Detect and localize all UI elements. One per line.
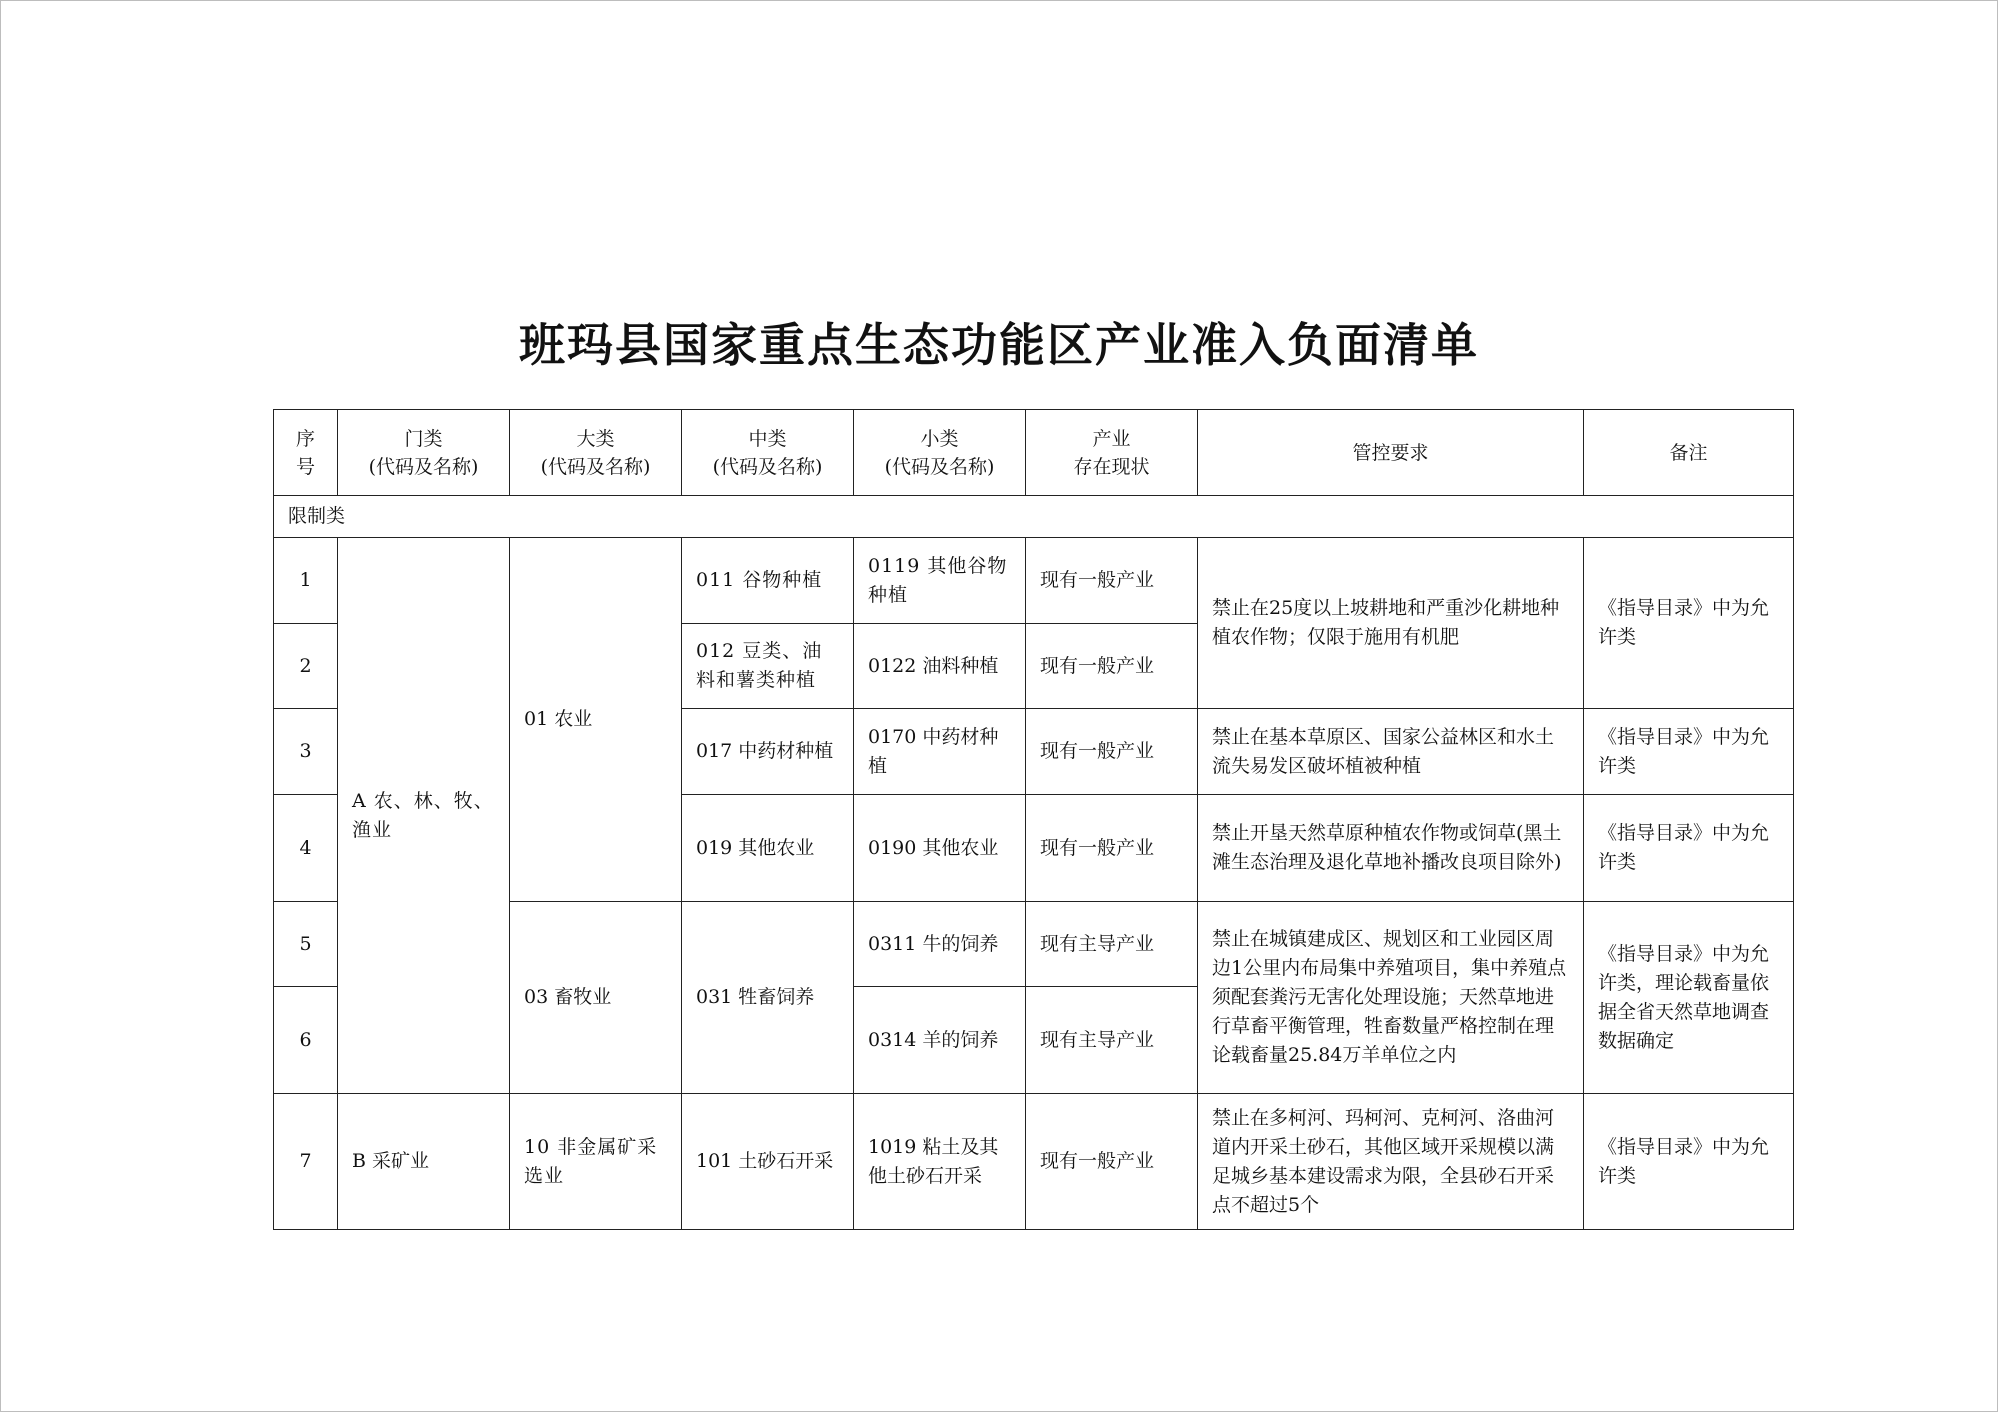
row-status: 现有一般产业 [1026, 624, 1198, 709]
row-xiao: 0122 油料种植 [854, 624, 1026, 709]
row-seq: 2 [274, 624, 338, 709]
note-cell-5-6: 《指导目录》中为允许类，理论载畜量依据全省天然草地调查数据确定 [1584, 902, 1794, 1094]
da-03-cell: 03 畜牧业 [510, 902, 682, 1094]
men-a-cell: A 农、林、牧、渔业 [338, 538, 510, 1094]
zhong-017-cell: 017 中药材种植 [682, 709, 854, 795]
negative-list-table [273, 409, 1794, 1230]
row-seq: 6 [274, 987, 338, 1094]
header-xiao-label: 小类 [920, 427, 959, 450]
category-row [274, 496, 1794, 538]
row-status: 现有主导产业 [1026, 987, 1198, 1094]
row-xiao: 0311 牛的饲养 [854, 902, 1026, 987]
row-xiao: 1019 粘土及其他土砂石开采 [854, 1094, 1026, 1230]
page-title: 班玛县国家重点生态功能区产业准入负面清单 [519, 318, 1479, 372]
row-status: 现有一般产业 [1026, 795, 1198, 902]
control-cell-5-6: 禁止在城镇建成区、规划区和工业园区周边1公里内布局集中养殖项目，集中养殖点须配套粪污无害化处理设施；天然草地进行草畜平衡管理，牲畜数量严格控制在理论载畜量25.84万羊单位之内 [1198, 902, 1584, 1094]
header-status [1026, 410, 1198, 496]
note-cell-3: 《指导目录》中为允许类 [1584, 709, 1794, 795]
zhong-031-cell: 031 牲畜饲养 [682, 902, 854, 1094]
row-seq: 3 [274, 709, 338, 795]
row-xiao: 0314 羊的饲养 [854, 987, 1026, 1094]
control-cell-3: 禁止在基本草原区、国家公益林区和水土流失易发区破坏植被种植 [1198, 709, 1584, 795]
header-xiao-sub: (代码及名称) [884, 455, 995, 478]
da-10-cell: 10 非金属矿采选业 [510, 1094, 682, 1230]
header-da [510, 410, 682, 496]
category-label: 限制类 [274, 496, 1794, 538]
row-status: 现有一般产业 [1026, 709, 1198, 795]
zhong-101-cell: 101 土砂石开采 [682, 1094, 854, 1230]
table-row [274, 538, 1794, 624]
header-da-sub: (代码及名称) [540, 455, 651, 478]
header-seq: 序号 [274, 410, 338, 496]
header-zhong-sub: (代码及名称) [712, 455, 823, 478]
men-b-cell: B 采矿业 [338, 1094, 510, 1230]
row-seq: 5 [274, 902, 338, 987]
control-cell-1-2: 禁止在25度以上坡耕地和严重沙化耕地种植农作物；仅限于施用有机肥 [1198, 538, 1584, 709]
header-da-label: 大类 [576, 427, 615, 450]
zhong-019-cell: 019 其他农业 [682, 795, 854, 902]
table-header-row [274, 410, 1794, 496]
control-cell-4: 禁止开垦天然草原种植农作物或饲草(黑土滩生态治理及退化草地补播改良项目除外) [1198, 795, 1584, 902]
header-zhong-label: 中类 [748, 427, 787, 450]
header-control: 管控要求 [1198, 410, 1584, 496]
table-row [274, 1094, 1794, 1230]
header-status-line2: 存在现状 [1073, 455, 1150, 478]
header-note: 备注 [1584, 410, 1794, 496]
header-men [338, 410, 510, 496]
row-status: 现有主导产业 [1026, 902, 1198, 987]
header-status-line1: 产业 [1092, 427, 1131, 450]
note-cell-4: 《指导目录》中为允许类 [1584, 795, 1794, 902]
row-status: 现有一般产业 [1026, 538, 1198, 624]
row-xiao: 0190 其他农业 [854, 795, 1026, 902]
header-zhong [682, 410, 854, 496]
control-cell-7: 禁止在多柯河、玛柯河、克柯河、洛曲河道内开采土砂石，其他区域开采规模以满足城乡基本建设需求为限，全县砂石开采点不超过5个 [1198, 1094, 1584, 1230]
header-xiao [854, 410, 1026, 496]
row-seq: 1 [274, 538, 338, 624]
row-seq: 4 [274, 795, 338, 902]
note-cell-7: 《指导目录》中为允许类 [1584, 1094, 1794, 1230]
row-status: 现有一般产业 [1026, 1094, 1198, 1230]
zhong-011-cell: 011 谷物种植 [682, 538, 854, 624]
zhong-012-cell: 012 豆类、油料和薯类种植 [682, 624, 854, 709]
da-01-cell: 01 农业 [510, 538, 682, 902]
header-men-label: 门类 [404, 427, 443, 450]
row-xiao: 0170 中药材种植 [854, 709, 1026, 795]
header-men-sub: (代码及名称) [368, 455, 479, 478]
row-seq: 7 [274, 1094, 338, 1230]
row-xiao: 0119 其他谷物种植 [854, 538, 1026, 624]
note-cell-1-2: 《指导目录》中为允许类 [1584, 538, 1794, 709]
